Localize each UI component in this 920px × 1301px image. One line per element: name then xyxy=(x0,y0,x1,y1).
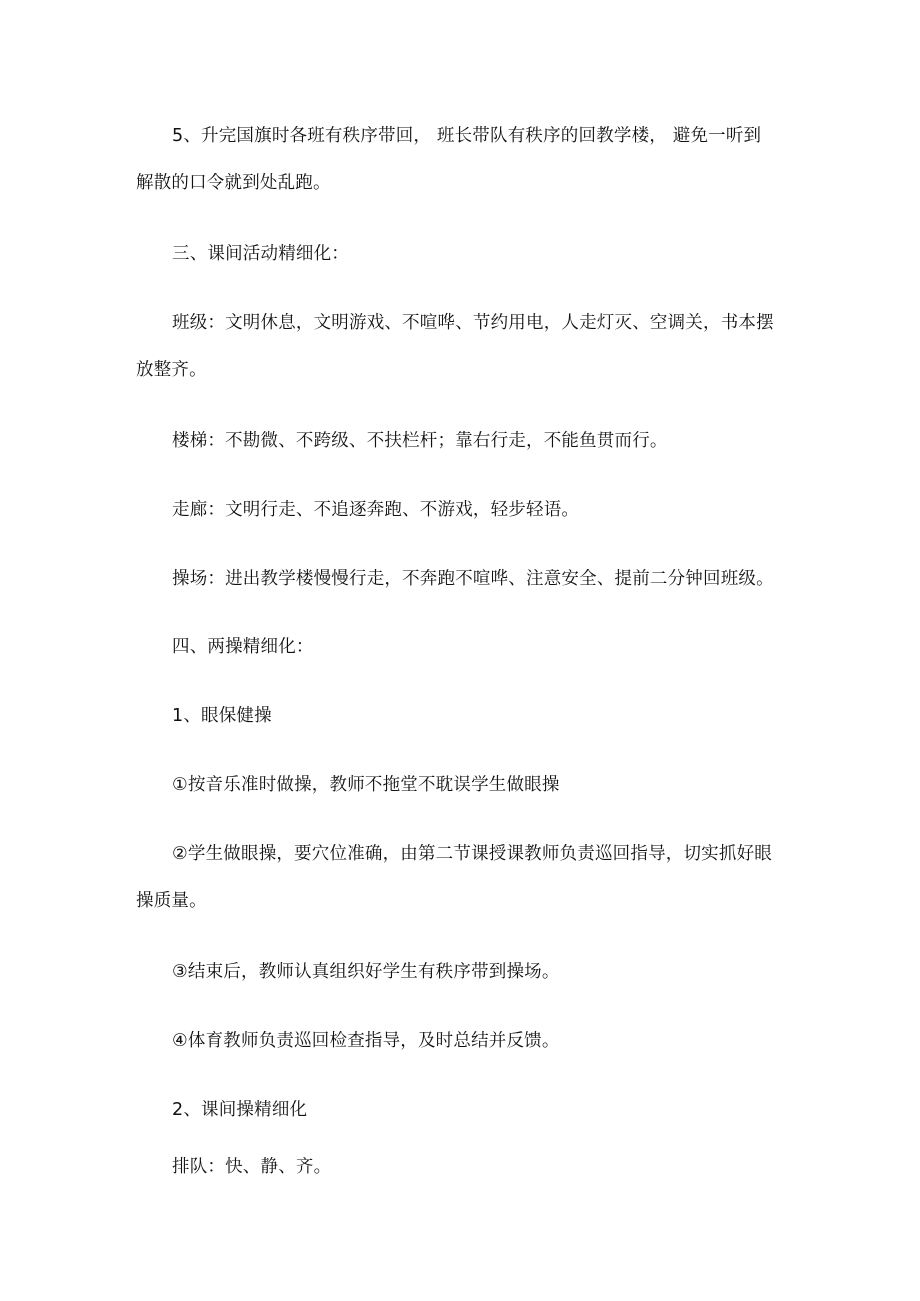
list-item-eye-4: ④体育教师负责巡回检查指导，及时总结并反馈。 xyxy=(172,1031,560,1051)
list-item-eye-3: ③结束后，教师认真组织好学生有秩序带到操场。 xyxy=(172,962,560,982)
list-item-eye-1: ①按音乐准时做操，教师不拖堂不耽误学生做眼操 xyxy=(172,775,560,795)
list-item-eye-2: ②学生做眼操，要穴位准确，由第二节课授课教师负责巡回指导，切实抓好眼操质量。 xyxy=(136,844,772,911)
paragraph-flag-return: 5、升完国旗时各班有秩序带回， 班长带队有秩序的回教学楼， 避免一听到解散的口令就到处乱跑。 xyxy=(136,126,762,193)
paragraph-corridor: 走廊：文明行走、不追逐奔跑、不游戏，轻步轻语。 xyxy=(172,500,580,520)
paragraph-lineup: 排队：快、静、齐。 xyxy=(172,1157,332,1177)
paragraph-playground: 操场：进出教学楼慢慢行走，不奔跑不喧哗、注意安全、提前二分钟回班级。 xyxy=(172,569,774,589)
paragraph-stairs: 楼梯：不勘微、不跨级、不扶栏杆；靠右行走，不能鱼贯而行。 xyxy=(172,431,668,451)
section-heading-break-activities: 三、课间活动精细化： xyxy=(172,244,349,264)
section-heading-two-exercises: 四、两操精细化： xyxy=(172,637,314,657)
paragraph-classroom: 班级：文明休息，文明游戏、不喧哗、节约用电，人走灯灭、空调关，书本摆放整齐。 xyxy=(136,313,774,380)
subheading-break-exercise: 2、课间操精细化 xyxy=(172,1100,308,1120)
subheading-eye-exercise: 1、眼保健操 xyxy=(172,706,272,726)
